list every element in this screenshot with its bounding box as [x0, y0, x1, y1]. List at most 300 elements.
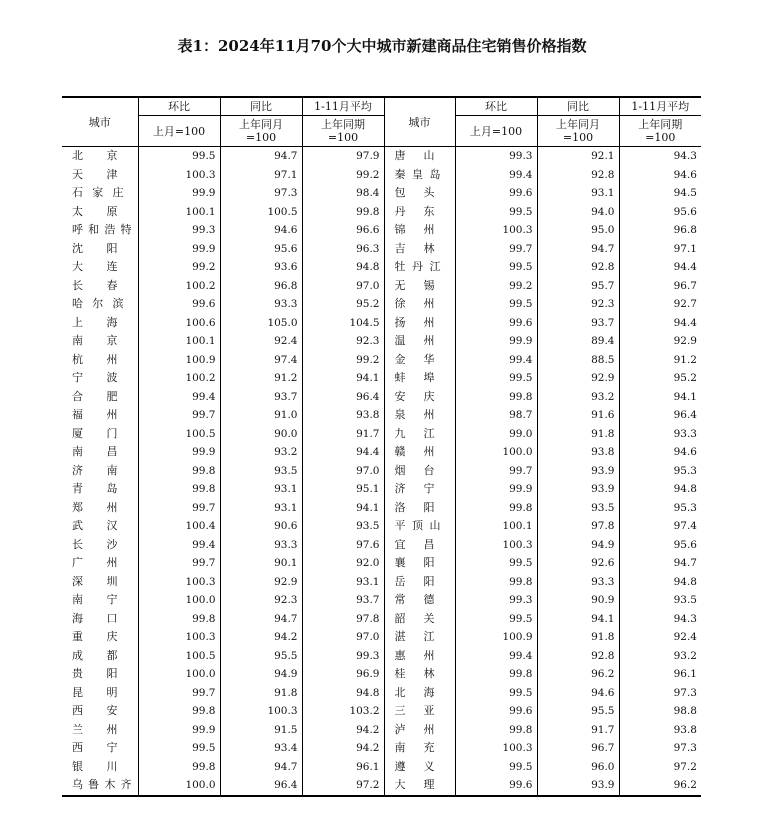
- left-mom-value: 99.4: [138, 536, 220, 555]
- right-yoy-value: 94.9: [537, 536, 619, 555]
- left-yoy-value: 100.3: [220, 702, 302, 721]
- right-city: 桂林: [384, 665, 455, 684]
- left-city: 广州: [72, 556, 118, 570]
- left-city: 北京: [72, 149, 118, 163]
- table-row: [62, 369, 701, 388]
- right-mom-value: 99.3: [455, 591, 537, 610]
- left-city: 济南: [72, 463, 118, 477]
- right-ytd-value: 96.8: [619, 221, 701, 240]
- right-city: 吉林: [384, 240, 455, 259]
- right-ytd-value: 94.7: [619, 554, 701, 573]
- right-city: 九江: [384, 425, 455, 444]
- left-city: 西安: [72, 704, 118, 718]
- left-city: 合肥: [72, 389, 118, 403]
- right-mom-value: 99.4: [455, 647, 537, 666]
- right-mom-value: 99.5: [455, 295, 537, 314]
- right-mom-value: 99.5: [455, 684, 537, 703]
- left-ytd-value: 95.1: [302, 480, 384, 499]
- right-ytd-value: 92.7: [619, 295, 701, 314]
- right-ytd-value: 94.8: [619, 573, 701, 592]
- left-ytd-value: 93.5: [302, 517, 384, 536]
- right-ytd-value: 94.3: [619, 147, 701, 166]
- left-city: 武汉: [72, 519, 118, 533]
- right-yoy-value: 92.8: [537, 258, 619, 277]
- table-row: [62, 388, 701, 407]
- table-row: [62, 536, 701, 555]
- left-city: 呼和浩特: [72, 223, 132, 237]
- right-mom-value: 99.8: [455, 499, 537, 518]
- right-mom-value: 99.7: [455, 240, 537, 259]
- left-mom-value: 100.0: [138, 776, 220, 796]
- right-ytd-value: 94.4: [619, 314, 701, 333]
- left-yoy-value: 93.5: [220, 462, 302, 481]
- right-ytd-value: 94.4: [619, 258, 701, 277]
- right-yoy-value: 95.0: [537, 221, 619, 240]
- right-ytd-value: 97.3: [619, 739, 701, 758]
- table-row: [62, 203, 701, 222]
- header-city-left: 城市: [62, 97, 138, 147]
- table-row: [62, 480, 701, 499]
- left-ytd-value: 96.3: [302, 240, 384, 259]
- right-ytd-value: 94.1: [619, 388, 701, 407]
- left-ytd-value: 96.6: [302, 221, 384, 240]
- right-city: 洛阳: [384, 499, 455, 518]
- header-yoy-base-right: 上年同月 =100: [537, 116, 619, 147]
- left-ytd-value: 92.3: [302, 332, 384, 351]
- right-ytd-value: 94.8: [619, 480, 701, 499]
- right-mom-value: 99.5: [455, 258, 537, 277]
- table-row: [62, 758, 701, 777]
- right-city: 烟台: [384, 462, 455, 481]
- left-ytd-value: 97.6: [302, 536, 384, 555]
- left-mom-value: 100.2: [138, 277, 220, 296]
- table-row: [62, 240, 701, 259]
- left-yoy-value: 95.6: [220, 240, 302, 259]
- table-row: [62, 462, 701, 481]
- right-yoy-value: 91.7: [537, 721, 619, 740]
- left-yoy-value: 93.3: [220, 536, 302, 555]
- right-city: 赣州: [384, 443, 455, 462]
- left-mom-value: 99.9: [138, 721, 220, 740]
- table-row: [62, 147, 701, 166]
- left-mom-value: 100.1: [138, 203, 220, 222]
- left-ytd-value: 99.8: [302, 203, 384, 222]
- left-ytd-value: 97.0: [302, 277, 384, 296]
- right-city: 常德: [384, 591, 455, 610]
- left-yoy-value: 90.1: [220, 554, 302, 573]
- right-city: 丹东: [384, 203, 455, 222]
- right-yoy-value: 91.8: [537, 425, 619, 444]
- left-city: 沈阳: [72, 241, 118, 255]
- right-ytd-value: 93.5: [619, 591, 701, 610]
- left-ytd-value: 99.3: [302, 647, 384, 666]
- right-city: 三亚: [384, 702, 455, 721]
- right-yoy-value: 92.8: [537, 166, 619, 185]
- right-ytd-value: 93.8: [619, 721, 701, 740]
- left-ytd-value: 92.0: [302, 554, 384, 573]
- left-mom-value: 99.8: [138, 462, 220, 481]
- price-index-table: [62, 96, 701, 797]
- left-mom-value: 99.8: [138, 758, 220, 777]
- left-mom-value: 100.9: [138, 351, 220, 370]
- table-body: [62, 147, 701, 796]
- right-yoy-value: 93.3: [537, 573, 619, 592]
- left-mom-value: 100.4: [138, 517, 220, 536]
- right-yoy-value: 93.9: [537, 776, 619, 796]
- right-yoy-value: 94.1: [537, 610, 619, 629]
- right-yoy-value: 91.6: [537, 406, 619, 425]
- left-mom-value: 99.5: [138, 739, 220, 758]
- left-mom-value: 99.2: [138, 258, 220, 277]
- right-city: 平顶山: [384, 517, 455, 536]
- left-yoy-value: 92.3: [220, 591, 302, 610]
- right-yoy-value: 90.9: [537, 591, 619, 610]
- left-mom-value: 100.2: [138, 369, 220, 388]
- left-city: 西宁: [72, 741, 118, 755]
- left-yoy-value: 105.0: [220, 314, 302, 333]
- left-yoy-value: 91.2: [220, 369, 302, 388]
- right-mom-value: 99.6: [455, 314, 537, 333]
- right-mom-value: 100.0: [455, 443, 537, 462]
- left-yoy-value: 93.7: [220, 388, 302, 407]
- right-mom-value: 99.8: [455, 665, 537, 684]
- right-yoy-value: 96.2: [537, 665, 619, 684]
- right-city: 金华: [384, 351, 455, 370]
- right-ytd-value: 94.6: [619, 443, 701, 462]
- left-ytd-value: 94.2: [302, 739, 384, 758]
- table-header: [62, 97, 701, 147]
- header-mom-right: 环比: [455, 97, 537, 116]
- left-mom-value: 99.8: [138, 480, 220, 499]
- left-yoy-value: 97.3: [220, 184, 302, 203]
- right-mom-value: 99.2: [455, 277, 537, 296]
- right-yoy-value: 91.8: [537, 628, 619, 647]
- left-city: 海口: [72, 611, 118, 625]
- header-ytd-right: 1-11月平均: [619, 97, 701, 116]
- left-ytd-value: 103.2: [302, 702, 384, 721]
- right-yoy-value: 93.2: [537, 388, 619, 407]
- right-city: 泸州: [384, 721, 455, 740]
- right-city: 扬州: [384, 314, 455, 333]
- left-yoy-value: 93.6: [220, 258, 302, 277]
- right-city: 宜昌: [384, 536, 455, 555]
- header-yoy-base-left: 上年同月 =100: [220, 116, 302, 147]
- left-city: 太原: [72, 204, 118, 218]
- left-ytd-value: 96.9: [302, 665, 384, 684]
- left-city: 南京: [72, 334, 118, 348]
- table-row: [62, 425, 701, 444]
- left-city: 昆明: [72, 685, 118, 699]
- right-city: 惠州: [384, 647, 455, 666]
- right-yoy-value: 97.8: [537, 517, 619, 536]
- left-yoy-value: 90.0: [220, 425, 302, 444]
- right-city: 北海: [384, 684, 455, 703]
- right-yoy-value: 92.3: [537, 295, 619, 314]
- left-mom-value: 99.6: [138, 295, 220, 314]
- header-mom-base-left: 上月=100: [138, 116, 220, 147]
- right-ytd-value: 93.3: [619, 425, 701, 444]
- left-ytd-value: 98.4: [302, 184, 384, 203]
- right-mom-value: 99.8: [455, 388, 537, 407]
- right-mom-value: 99.6: [455, 776, 537, 796]
- right-ytd-value: 97.4: [619, 517, 701, 536]
- left-city: 南宁: [72, 593, 118, 607]
- right-yoy-value: 92.9: [537, 369, 619, 388]
- table-row: [62, 776, 701, 796]
- right-city: 牡丹江: [384, 258, 455, 277]
- table-row: [62, 314, 701, 333]
- right-ytd-value: 96.4: [619, 406, 701, 425]
- right-mom-value: 99.8: [455, 721, 537, 740]
- right-mom-value: 99.4: [455, 166, 537, 185]
- left-city: 乌鲁木齐: [62, 776, 138, 796]
- right-yoy-value: 88.5: [537, 351, 619, 370]
- table-row: [62, 647, 701, 666]
- table-row: [62, 517, 701, 536]
- right-ytd-value: 96.7: [619, 277, 701, 296]
- right-city: 唐山: [384, 147, 455, 166]
- right-yoy-value: 92.1: [537, 147, 619, 166]
- right-yoy-value: 93.9: [537, 462, 619, 481]
- right-city: 济宁: [384, 480, 455, 499]
- right-mom-value: 99.9: [455, 332, 537, 351]
- left-ytd-value: 94.1: [302, 369, 384, 388]
- left-yoy-value: 93.1: [220, 499, 302, 518]
- table-row: [62, 684, 701, 703]
- left-mom-value: 99.4: [138, 388, 220, 407]
- right-mom-value: 100.3: [455, 739, 537, 758]
- left-mom-value: 100.6: [138, 314, 220, 333]
- table-row: [62, 591, 701, 610]
- left-mom-value: 100.5: [138, 425, 220, 444]
- left-city: 宁波: [72, 371, 118, 385]
- left-ytd-value: 93.8: [302, 406, 384, 425]
- left-city: 贵阳: [72, 667, 118, 681]
- right-mom-value: 99.7: [455, 462, 537, 481]
- right-ytd-value: 95.6: [619, 536, 701, 555]
- left-yoy-value: 94.2: [220, 628, 302, 647]
- left-city: 重庆: [72, 630, 118, 644]
- left-mom-value: 99.9: [138, 184, 220, 203]
- right-ytd-value: 96.2: [619, 776, 701, 796]
- left-yoy-value: 95.5: [220, 647, 302, 666]
- left-mom-value: 100.3: [138, 166, 220, 185]
- left-yoy-value: 91.0: [220, 406, 302, 425]
- right-yoy-value: 93.1: [537, 184, 619, 203]
- right-mom-value: 98.7: [455, 406, 537, 425]
- right-ytd-value: 92.9: [619, 332, 701, 351]
- table-row: [62, 610, 701, 629]
- left-city: 石家庄: [72, 186, 124, 200]
- left-yoy-value: 90.6: [220, 517, 302, 536]
- right-mom-value: 100.3: [455, 536, 537, 555]
- right-yoy-value: 89.4: [537, 332, 619, 351]
- left-ytd-value: 96.4: [302, 388, 384, 407]
- left-city: 长春: [72, 278, 118, 292]
- right-ytd-value: 91.2: [619, 351, 701, 370]
- table-row: [62, 443, 701, 462]
- right-mom-value: 99.5: [455, 554, 537, 573]
- header-city-right: 城市: [384, 97, 455, 147]
- right-mom-value: 99.5: [455, 369, 537, 388]
- right-ytd-value: 98.8: [619, 702, 701, 721]
- right-mom-value: 99.4: [455, 351, 537, 370]
- left-yoy-value: 94.7: [220, 610, 302, 629]
- table-row: [62, 258, 701, 277]
- left-mom-value: 99.7: [138, 684, 220, 703]
- left-yoy-value: 100.5: [220, 203, 302, 222]
- left-city: 福州: [72, 408, 118, 422]
- table-row: [62, 628, 701, 647]
- right-city: 韶关: [384, 610, 455, 629]
- right-yoy-value: 94.6: [537, 684, 619, 703]
- right-city: 徐州: [384, 295, 455, 314]
- right-yoy-value: 95.7: [537, 277, 619, 296]
- right-city: 温州: [384, 332, 455, 351]
- right-ytd-value: 95.6: [619, 203, 701, 222]
- left-mom-value: 100.1: [138, 332, 220, 351]
- left-yoy-value: 94.7: [220, 147, 302, 166]
- left-mom-value: 99.9: [138, 240, 220, 259]
- right-mom-value: 99.9: [455, 480, 537, 499]
- table-row: [62, 277, 701, 296]
- left-city: 成都: [72, 648, 118, 662]
- left-ytd-value: 96.1: [302, 758, 384, 777]
- table-row: [62, 702, 701, 721]
- left-yoy-value: 97.4: [220, 351, 302, 370]
- right-city: 湛江: [384, 628, 455, 647]
- left-ytd-value: 97.0: [302, 628, 384, 647]
- right-mom-value: 99.5: [455, 203, 537, 222]
- left-yoy-value: 94.9: [220, 665, 302, 684]
- table-title: 表1：2024年11月70个大中城市新建商品住宅销售价格指数: [177, 37, 587, 55]
- left-city: 厦门: [72, 426, 118, 440]
- left-ytd-value: 97.9: [302, 147, 384, 166]
- left-ytd-value: 94.8: [302, 684, 384, 703]
- table-row: [62, 573, 701, 592]
- left-ytd-value: 97.0: [302, 462, 384, 481]
- left-yoy-value: 93.2: [220, 443, 302, 462]
- right-ytd-value: 97.3: [619, 684, 701, 703]
- left-yoy-value: 96.4: [220, 776, 302, 796]
- left-yoy-value: 94.6: [220, 221, 302, 240]
- left-yoy-value: 93.3: [220, 295, 302, 314]
- left-mom-value: 99.7: [138, 499, 220, 518]
- right-yoy-value: 92.6: [537, 554, 619, 573]
- right-mom-value: 99.8: [455, 573, 537, 592]
- right-mom-value: 99.0: [455, 425, 537, 444]
- left-city: 兰州: [72, 722, 118, 736]
- right-yoy-value: 94.7: [537, 240, 619, 259]
- right-ytd-value: 97.1: [619, 240, 701, 259]
- right-city: 大理: [384, 776, 455, 796]
- right-mom-value: 99.6: [455, 702, 537, 721]
- header-mom-base-right: 上月=100: [455, 116, 537, 147]
- left-mom-value: 100.3: [138, 573, 220, 592]
- right-city: 包头: [384, 184, 455, 203]
- left-city: 郑州: [72, 500, 118, 514]
- left-mom-value: 100.0: [138, 665, 220, 684]
- left-ytd-value: 95.2: [302, 295, 384, 314]
- left-mom-value: 99.8: [138, 610, 220, 629]
- table-row: [62, 166, 701, 185]
- left-ytd-value: 94.1: [302, 499, 384, 518]
- right-yoy-value: 92.8: [537, 647, 619, 666]
- left-ytd-value: 99.2: [302, 166, 384, 185]
- table-row: [62, 499, 701, 518]
- table-row: [62, 406, 701, 425]
- right-ytd-value: 94.3: [619, 610, 701, 629]
- right-ytd-value: 95.2: [619, 369, 701, 388]
- left-yoy-value: 91.5: [220, 721, 302, 740]
- table-row: [62, 295, 701, 314]
- left-yoy-value: 93.1: [220, 480, 302, 499]
- left-city: 杭州: [72, 352, 118, 366]
- table-row: [62, 184, 701, 203]
- right-yoy-value: 93.5: [537, 499, 619, 518]
- right-ytd-value: 92.4: [619, 628, 701, 647]
- table-row: [62, 332, 701, 351]
- right-city: 遵义: [384, 758, 455, 777]
- table-row: [62, 665, 701, 684]
- right-city: 泉州: [384, 406, 455, 425]
- left-city: 银川: [72, 759, 118, 773]
- left-yoy-value: 92.9: [220, 573, 302, 592]
- right-yoy-value: 94.0: [537, 203, 619, 222]
- left-yoy-value: 94.7: [220, 758, 302, 777]
- left-mom-value: 99.9: [138, 443, 220, 462]
- right-ytd-value: 94.5: [619, 184, 701, 203]
- right-mom-value: 100.3: [455, 221, 537, 240]
- right-city: 南充: [384, 739, 455, 758]
- right-mom-value: 99.5: [455, 758, 537, 777]
- right-ytd-value: 95.3: [619, 462, 701, 481]
- right-ytd-value: 95.3: [619, 499, 701, 518]
- right-ytd-value: 93.2: [619, 647, 701, 666]
- left-city: 大连: [72, 260, 118, 274]
- left-yoy-value: 97.1: [220, 166, 302, 185]
- left-mom-value: 99.8: [138, 702, 220, 721]
- left-yoy-value: 92.4: [220, 332, 302, 351]
- left-city: 长沙: [72, 537, 118, 551]
- table-row: [62, 739, 701, 758]
- right-city: 襄阳: [384, 554, 455, 573]
- left-ytd-value: 104.5: [302, 314, 384, 333]
- left-mom-value: 99.5: [138, 147, 220, 166]
- left-mom-value: 100.0: [138, 591, 220, 610]
- left-mom-value: 99.7: [138, 554, 220, 573]
- right-ytd-value: 96.1: [619, 665, 701, 684]
- right-city: 蚌埠: [384, 369, 455, 388]
- left-yoy-value: 96.8: [220, 277, 302, 296]
- left-city: 青岛: [72, 482, 118, 496]
- table-row: [62, 554, 701, 573]
- table-row: [62, 351, 701, 370]
- right-yoy-value: 93.7: [537, 314, 619, 333]
- left-mom-value: 99.7: [138, 406, 220, 425]
- right-yoy-value: 95.5: [537, 702, 619, 721]
- right-city: 锦州: [384, 221, 455, 240]
- right-yoy-value: 96.7: [537, 739, 619, 758]
- left-ytd-value: 94.4: [302, 443, 384, 462]
- left-ytd-value: 97.8: [302, 610, 384, 629]
- right-city: 岳阳: [384, 573, 455, 592]
- right-mom-value: 100.9: [455, 628, 537, 647]
- left-city: 上海: [72, 315, 118, 329]
- right-city: 秦皇岛: [384, 166, 455, 185]
- right-city: 安庆: [384, 388, 455, 407]
- right-yoy-value: 93.9: [537, 480, 619, 499]
